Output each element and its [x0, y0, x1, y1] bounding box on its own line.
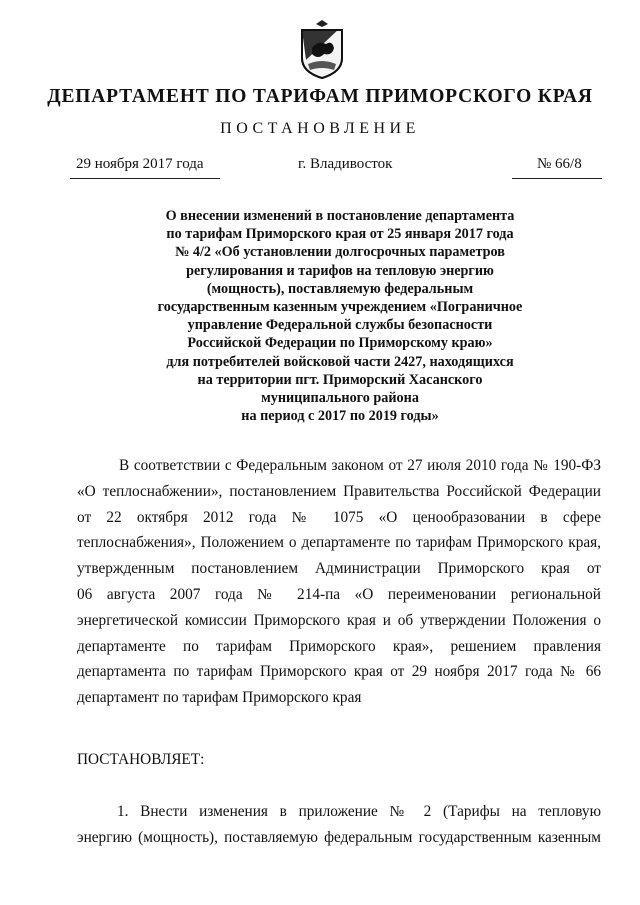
preamble-line: департамента по тарифам Приморского края от 29 ноября 2017 года № 66	[77, 663, 601, 681]
preamble-line: «О теплоснабжении», постановлением Правительства Российской Федерации	[77, 482, 601, 500]
document-number: № 66/8	[537, 156, 582, 172]
title-line: регулирования и тарифов на тепловую энергию	[186, 262, 494, 279]
preamble-line: В соответствии с Федеральным законом от 27 июля 2010 года № 190-ФЗ	[119, 457, 601, 474]
document-type: ПОСТАНОВЛЕНИЕ	[220, 120, 420, 137]
title-line: О внесении изменений в постановление департамента	[165, 208, 515, 224]
date-underline	[70, 178, 220, 179]
document-title	[120, 207, 560, 425]
title-line: (мощность), поставляемую федеральным	[206, 280, 474, 297]
title-line: государственным казенным учреждением «Пограничное	[157, 299, 523, 316]
department-name: ДЕПАРТАМЕНТ ПО ТАРИФАМ ПРИМОРСКОГО КРАЯ	[47, 86, 593, 107]
preamble-line: энергетической комиссии Приморского края и об утверждении Положения о	[77, 611, 601, 629]
title-line: Российской Федерации по Приморскому краю»	[187, 335, 493, 352]
document-date: 29 ноября 2017 года	[76, 156, 204, 172]
title-line: управление Федеральной службы безопасности	[187, 317, 493, 334]
preamble-line: департамент по тарифам Приморского края	[77, 689, 362, 707]
number-underline	[512, 178, 602, 179]
resolves-heading: ПОСТАНОВЛЯЕТ:	[77, 751, 205, 768]
preamble-line: департаменте по тарифам Приморского края», решением правления	[77, 637, 601, 655]
title-line: по тарифам Приморского края от 25 января 2017 года	[166, 226, 514, 243]
coat-of-arms-emblem	[298, 18, 346, 80]
document-city: г. Владивосток	[298, 156, 393, 172]
title-line: муниципального района	[261, 390, 419, 407]
title-line: № 4/2 «Об установлении долгосрочных параметров	[175, 244, 505, 261]
item-1-line: энергию (мощность), поставляемую федеральным государственным казенным	[77, 828, 601, 846]
preamble-line: теплоснабжения», Положением о департаменте по тарифам Приморского края,	[77, 534, 601, 552]
title-line: для потребителей войсковой части 2427, находящихся	[166, 353, 514, 370]
preamble-line: утвержденным постановлением Администрации Приморского края от	[77, 560, 601, 578]
preamble-paragraph	[77, 453, 601, 711]
item-1-line: 1. Внести изменения в приложение № 2 (Тарифы на тепловую	[117, 803, 601, 820]
title-line: на период с 2017 по 2019 годы»	[241, 408, 439, 425]
title-line: на территории пгт. Приморский Хасанского	[197, 371, 483, 388]
preamble-line: от 22 октября 2012 года № 1075 «О ценообразовании в сфере	[77, 508, 601, 526]
preamble-line: 06 августа 2007 года № 214-па «О переименовании региональной	[77, 585, 601, 603]
item-1-paragraph	[77, 799, 601, 851]
